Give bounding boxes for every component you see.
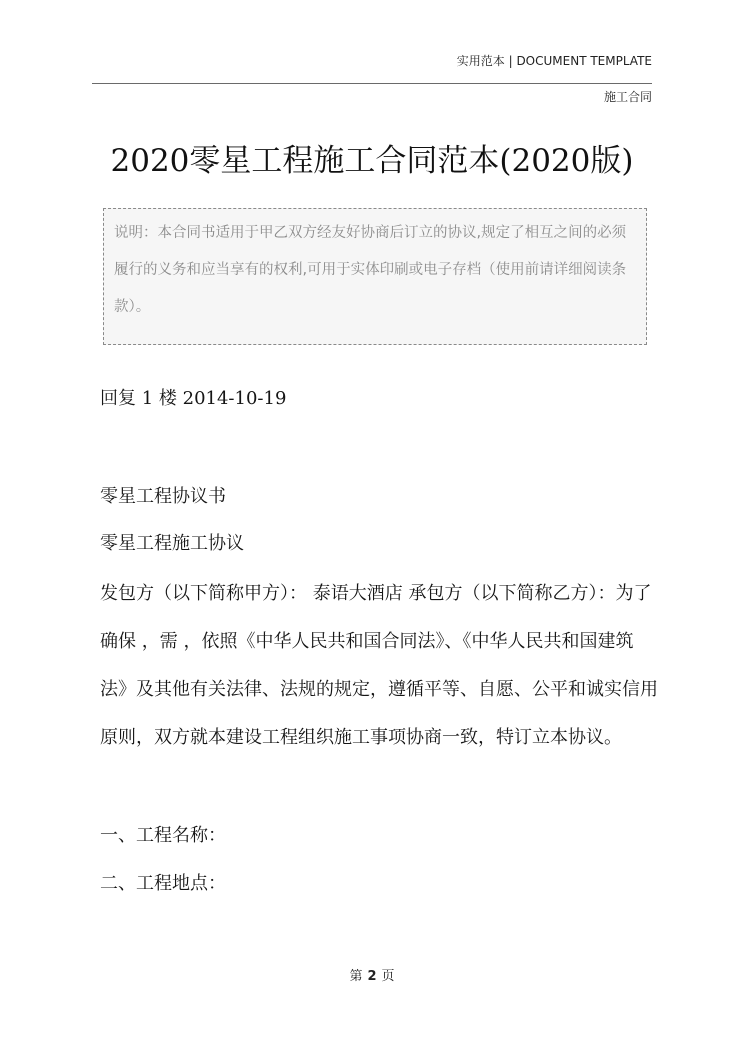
header-section-label: 施工合同 <box>603 90 652 104</box>
footer-suffix: 页 <box>381 969 395 984</box>
page-footer <box>0 965 744 984</box>
note-box <box>103 208 647 345</box>
header-doc-label: 实用范本 | DOCUMENT TEMPLATE <box>456 54 652 68</box>
contract-paragraph: 发包方（以下简称甲方）： 泰语大酒店 承包方（以下简称乙方）：为了确保 ，需 ，依照《中华人民共和国合同法》、《中华人民共和国建筑法》及其他有关法律、法规的规定，遵循平等、自愿、公平和诚实信用原则，双方就本建设工程组织施工事项协商一致，特订立本协议。 <box>100 583 658 748</box>
item-project-location: 二、工程地点： <box>100 873 226 894</box>
page-number: 2 <box>367 969 377 984</box>
note-text: 说明：本合同书适用于甲乙双方经友好协商后订立的协议,规定了相互之间的必须履行的义务和应当享有的权利,可用于实体印刷或电子存档（使用前请详细阅读条款）。 <box>114 225 627 315</box>
heading-construction-agreement: 零星工程施工协议 <box>100 533 244 554</box>
header-divider <box>92 83 652 84</box>
item-project-name: 一、工程名称： <box>100 825 226 846</box>
footer-prefix: 第 <box>349 969 363 984</box>
heading-agreement-book: 零星工程协议书 <box>100 486 226 507</box>
reply-line: 回复 1 楼 2014-10-19 <box>100 388 287 409</box>
page-title: 2020零星工程施工合同范本(2020版) <box>110 143 634 179</box>
